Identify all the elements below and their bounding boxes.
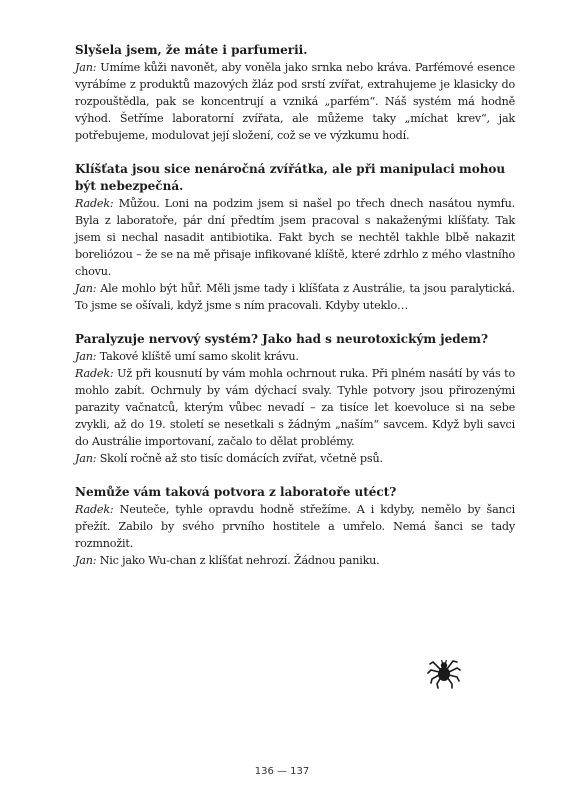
article-body <box>75 42 515 586</box>
interview-question: Klíšťata jsou sice nenáročná zvířátka, ale při manipulaci mohou být nebezpečná. <box>75 162 506 193</box>
interview-question: Paralyzuje nervový systém? Jako had s neurotoxickým jedem? <box>75 332 488 346</box>
answer-text: Skolí ročně až sto tisíc domácích zvířat, včetně psů. <box>96 452 383 465</box>
answer-paragraph <box>75 348 515 365</box>
tick-icon <box>424 652 464 692</box>
answer-text: Nic jako Wu-chan z klíšťat nehrozí. Žádnou paniku. <box>96 554 380 567</box>
answer-text: Ale mohlo být hůř. Měli jsme tady i klíšťata z Austrálie, ta jsou paralytická. To jsme se ošívali, když jsme s ním pracovali. Kdyby uteklo… <box>75 282 515 312</box>
answer-paragraph <box>75 552 515 569</box>
speaker-name: Radek: <box>75 503 114 516</box>
answer-text: Už při kousnutí by vám mohla ochrnout ruka. Při plném nasátí by vás to mohlo zabít. Ochrnuly by vám dýchací svaly. Tyhle potvory jsou přirozenými parazity vačnatců, kterým vůbec nevadí – za tisíce let koevoluce si na sebe zvykli, až do 19. století se nesetkali s žádným „naším“ savcem. Když byli savci do Austrálie importovaní, začalo to dělat problémy. <box>75 367 515 448</box>
speaker-name: Radek: <box>75 197 114 210</box>
answer-text: Můžou. Loni na podzim jsem si našel po třech dnech nasátou nymfu. Byla z laboratoře, pár dní předtím jsem pracoval s nakaženými klíšťaty. Tak jsem si nechal nasadit antibiotika. Fakt bych se nechtěl takhle blbě nakazit boreliózou – že se na mě přisaje infikované klíště, které zdrhlo z mého vlastního chovu. <box>75 197 515 278</box>
speaker-name: Jan: <box>75 350 97 363</box>
qa-section <box>75 484 515 569</box>
answer-paragraph <box>75 195 515 280</box>
qa-section <box>75 42 515 144</box>
answer-paragraph <box>75 501 515 552</box>
speaker-name: Jan: <box>75 61 97 74</box>
interview-question: Nemůže vám taková potvora z laboratoře utéct? <box>75 485 397 499</box>
qa-section <box>75 161 515 314</box>
answer-text: Neuteče, tyhle opravdu hodně střežíme. A i kdyby, nemělo by šanci přežít. Zabilo by svého prvního hostitele a umřelo. Nemá šanci se tady rozmnožit. <box>75 503 515 550</box>
interview-question: Slyšela jsem, že máte i parfumerii. <box>75 43 308 57</box>
answer-text: Takové klíště umí samo skolit krávu. <box>96 350 299 363</box>
page-numbers: 136 — 137 <box>254 766 310 777</box>
qa-section <box>75 331 515 467</box>
answer-paragraph <box>75 280 515 314</box>
speaker-name: Radek: <box>75 367 114 380</box>
speaker-name: Jan: <box>75 452 97 465</box>
answer-text: Umíme kůži navonět, aby voněla jako srnka nebo kráva. Parfémové esence vyrábíme z produktů mazových žláz pod srstí zvířat, extrahujeme je klasicky do rozpouštědla, pak se koncentrují a vzniká „parfém“. Náš systém má hodně výhod. Šetříme laboratorní zvířata, ale můžeme taky „míchat krev“, jak potřebujeme, modulovat její složení, což se ve výzkumu hodí. <box>75 61 515 142</box>
speaker-name: Jan: <box>75 554 97 567</box>
answer-paragraph <box>75 450 515 467</box>
answer-paragraph <box>75 59 515 144</box>
answer-paragraph <box>75 365 515 450</box>
speaker-name: Jan: <box>75 282 97 295</box>
